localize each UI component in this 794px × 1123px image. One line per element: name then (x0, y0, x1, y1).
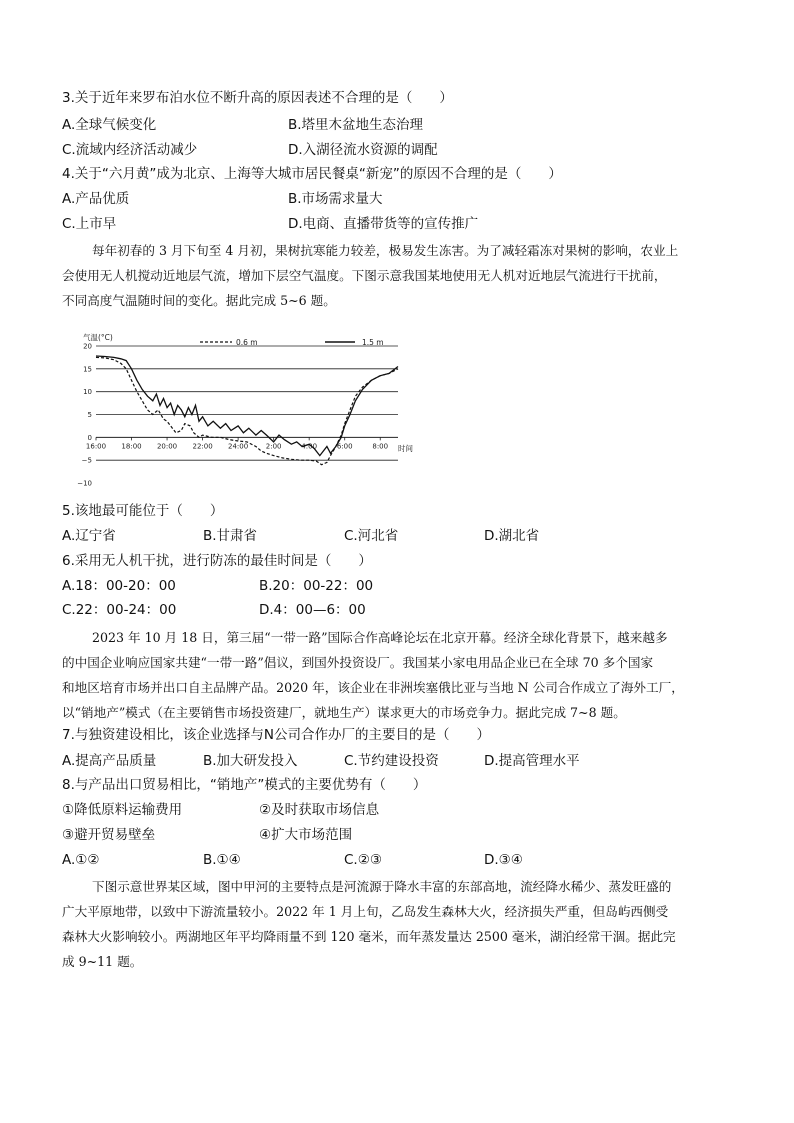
passage-world-region-line-1: 下图示意世界某区域，图中甲河的主要特点是河流源于降水丰富的东部高地，流经降水稀少、蒸发旺盛的 (92, 879, 672, 894)
y-tick-label: −5 (81, 456, 92, 465)
x-tick-label: 2:00 (265, 442, 282, 451)
y-tick-label: 20 (83, 342, 92, 351)
y-tick-label: 0 (87, 433, 92, 442)
q8-item-2: ②及时获取市场信息 (259, 802, 380, 818)
q8-option-a[interactable]: A.①② (62, 852, 100, 868)
q7-option-b[interactable]: B.加大研发投入 (203, 753, 298, 769)
q8-stem: 8.与产品出口贸易相比，“销地产”模式的主要优势有（ ） (62, 777, 427, 793)
q6-option-d[interactable]: D.4：00—6：00 (259, 602, 366, 618)
passage-world-region (62, 874, 730, 974)
q4-option-b[interactable]: B.市场需求量大 (288, 191, 383, 207)
q5-option-c[interactable]: C.河北省 (344, 528, 399, 544)
q8-item-4: ④扩大市场范围 (259, 827, 353, 843)
y-tick-label: 15 (83, 365, 92, 374)
passage-world-region-line-3: 森林大火影响较小。两湖地区年平均降雨量不到 120 毫米，而年蒸发量达 2500 毫米，湖泊经常干涸。据此完 (62, 929, 676, 944)
q3-stem: 3.关于近年来罗布泊水位不断升高的原因表述不合理的是（ ） (62, 90, 453, 106)
legend-label-1-5m: 1.5 m (362, 338, 384, 347)
passage-belt-road-line-1: 2023 年 10 月 18 日，第三届“一带一路”国际合作高峰论坛在北京开幕。经济全球化背景下，越来越多 (92, 630, 668, 645)
q7-option-a[interactable]: A.提高产品质量 (62, 753, 157, 769)
passage-belt-road-line-3: 和地区培育市场并出口自主品牌产品。2020 年，该企业在非洲埃塞俄比亚与当地 N 公司合作成立了海外工厂， (62, 680, 684, 695)
x-tick-label: 16:00 (85, 442, 107, 451)
q6-option-b[interactable]: B.20：00-22：00 (259, 578, 374, 594)
q7-option-c[interactable]: C.节约建设投资 (344, 753, 439, 769)
passage-frost-line-1: 每年初春的 3 月下旬至 4 月初，果树抗寒能力较差，极易发生冻害。为了减轻霜冻对果树的影响，农业上 (92, 243, 679, 258)
q4-option-d[interactable]: D.电商、直播带货等的宣传推广 (288, 216, 479, 232)
q8-option-d[interactable]: D.③④ (484, 852, 523, 868)
passage-belt-road (62, 625, 730, 725)
x-tick-label: 24:00 (228, 442, 249, 451)
q3-option-c[interactable]: C.流域内经济活动减少 (62, 142, 198, 158)
passage-frost-line-3: 不同高度气温随时间的变化。据此完成 5~6 题。 (62, 293, 336, 308)
q8-option-c[interactable]: C.②③ (344, 852, 382, 868)
q3-option-d[interactable]: D.入湖径流水资源的调配 (288, 142, 438, 158)
x-tick-label: 4:00 (301, 442, 318, 451)
q6-option-a[interactable]: A.18：00-20：00 (62, 578, 176, 594)
x-tick-label: 22:00 (192, 442, 213, 451)
x-tick-label: 18:00 (121, 442, 142, 451)
q8-option-b[interactable]: B.①④ (203, 852, 241, 868)
q8-item-1: ①降低原料运输费用 (62, 802, 183, 818)
chart-ylabel: 气温(°C) (83, 333, 113, 342)
q8-item-3: ③避开贸易壁垒 (62, 827, 156, 843)
q6-option-c[interactable]: C.22：00-24：00 (62, 602, 177, 618)
q5-stem: 5.该地最可能位于（ ） (62, 503, 224, 519)
x-tick-label: 6:00 (336, 442, 353, 451)
passage-world-region-line-2: 广大平原地带，以致中下游流量较小。2022 年 1 月上旬，乙岛发生森林大火，经济损失严重，但岛屿西侧受 (62, 904, 669, 919)
y-tick-label: 5 (87, 411, 92, 419)
chart-y-ticks (77, 343, 92, 488)
q4-stem: 4.关于“六月黄”成为北京、上海等大城市居民餐桌“新宠”的原因不合理的是（ ） (62, 166, 562, 182)
q4-option-a[interactable]: A.产品优质 (62, 191, 130, 207)
chart-xlabel: 时间 (398, 444, 413, 453)
q7-stem: 7.与独资建设相比，该企业选择与N公司合作办厂的主要目的是（ ） (62, 727, 490, 743)
x-tick-label: 8:00 (372, 442, 389, 451)
chart-x-ticks (86, 437, 388, 450)
q5-option-b[interactable]: B.甘肃省 (203, 528, 258, 544)
temperature-chart (77, 328, 413, 488)
passage-belt-road-line-4: 以“销地产”模式（在主要销售市场投资建厂，就地生产）谋求更大的市场竞争力。据此完成 7~8 题。 (62, 705, 626, 720)
q4-option-c[interactable]: C.上市早 (62, 216, 117, 232)
q6-stem: 6.采用无人机干扰，进行防冻的最佳时间是（ ） (62, 553, 372, 569)
q3-option-a[interactable]: A.全球气候变化 (62, 117, 157, 133)
passage-world-region-line-4: 成 9~11 题。 (62, 954, 143, 969)
y-tick-label: −10 (77, 479, 92, 488)
passage-frost (62, 238, 730, 313)
q5-option-d[interactable]: D.湖北省 (484, 528, 540, 544)
y-tick-label: 10 (83, 388, 92, 397)
q7-option-d[interactable]: D.提高管理水平 (484, 753, 580, 769)
q3-option-b[interactable]: B.塔里木盆地生态治理 (288, 117, 424, 133)
x-tick-label: 20:00 (156, 442, 178, 451)
passage-frost-line-2: 会使用无人机搅动近地层气流，增加下层空气温度。下图示意我国某地使用无人机对近地层气流进行干扰前， (62, 268, 667, 283)
q5-option-a[interactable]: A.辽宁省 (62, 528, 116, 544)
passage-belt-road-line-2: 的中国企业响应国家共建“一带一路”倡议，到国外投资设厂。我国某小家电用品企业已在全球 70 多个国家 (62, 655, 654, 670)
legend-label-0-6m: 0.6 m (236, 338, 258, 347)
series-line-1-5m (96, 356, 398, 456)
